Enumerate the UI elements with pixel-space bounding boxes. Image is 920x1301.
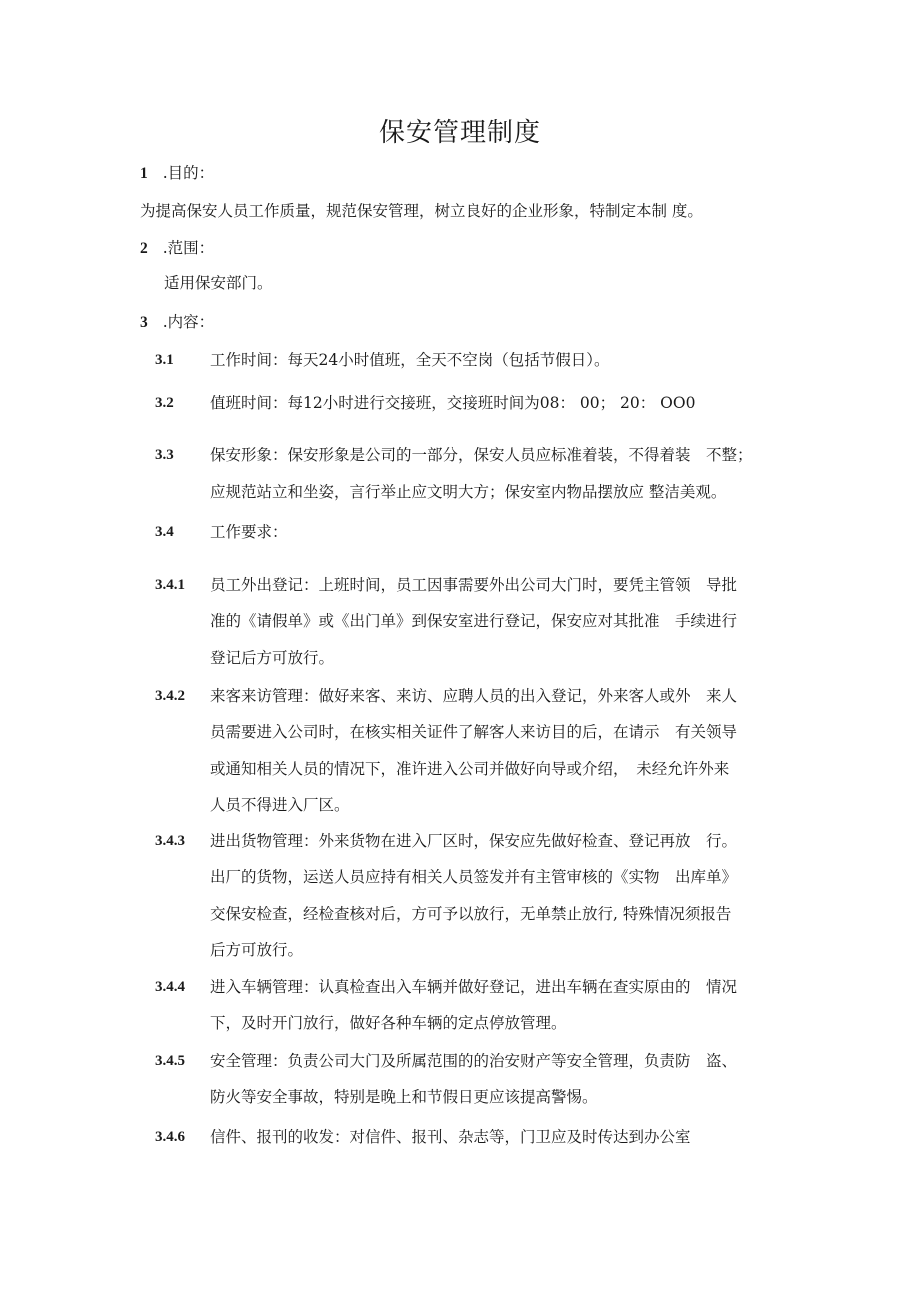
item-3-4-5-line-2: 防火等安全事故，特别是晚上和节假日更应该提高警惕。 xyxy=(210,1088,598,1106)
item-3-4-1-line-1: 员工外出登记：上班时间，员工因事需要外出公司大门时，要凭主管领 导批 xyxy=(210,576,738,594)
item-3-3-number: 3.3 xyxy=(155,447,174,463)
item-3-4-1-line-2: 准的《请假单》或《出门单》到保安室进行登记，保安应对其批准 手续进行 xyxy=(210,612,738,630)
item-3-4-3-number: 3.4.3 xyxy=(155,833,185,849)
item-3-4-2-line-3: 或通知相关人员的情况下，准许进入公司并做好向导或介绍， 未经允许外来 xyxy=(210,760,730,778)
item-3-4-2-line-1: 来客来访管理：做好来客、来访、应聘人员的出入登记，外来客人或外 来人 xyxy=(210,687,738,705)
item-3-4-6-text: 信件、报刊的收发：对信件、报刊、杂志等，门卫应及时传达到办公室 xyxy=(210,1128,691,1146)
item-3-4-2-line-2: 员需要进入公司时，在核实相关证件了解客人来访目的后，在请示 有关领导 xyxy=(210,723,738,741)
item-3-1-number: 3.1 xyxy=(155,352,174,368)
item-3-4-5-number: 3.4.5 xyxy=(155,1053,185,1069)
item-3-4-5-line-1: 安全管理：负责公司大门及所属范围的的治安财产等安全管理，负责防 盗、 xyxy=(210,1052,738,1070)
item-3-4-3-line-2: 出厂的货物，运送人员应持有相关人员签发并有主管审核的《实物 出库单》 xyxy=(210,868,738,886)
section-2-label: .范围： xyxy=(162,239,215,257)
item-3-2-number: 3.2 xyxy=(155,395,174,411)
document-title: 保安管理制度 xyxy=(378,118,541,148)
item-3-4-text: 工作要求： xyxy=(210,523,288,541)
item-3-4-2-line-4: 人员不得进入厂区。 xyxy=(210,796,350,814)
item-3-4-3-line-3: 交保安检查，经检查核对后，方可予以放行，无单禁止放行, 特殊情况须报告 xyxy=(210,905,732,923)
section-3-label: .内容： xyxy=(162,313,215,331)
section-2-heading xyxy=(140,238,214,259)
section-2-number: 2 xyxy=(140,240,148,257)
item-3-4-3-line-1: 进出货物管理：外来货物在进入厂区时，保安应先做好检查、登记再放 行。 xyxy=(210,832,738,850)
section-1-text: 为提高保安人员工作质量，规范保安管理，树立良好的企业形象，特制定本制 度。 xyxy=(140,202,703,220)
section-3-heading xyxy=(140,312,214,333)
item-3-4-4-line-1: 进入车辆管理：认真检查出入车辆并做好登记，进出车辆在查实原由的 情况 xyxy=(210,978,738,996)
item-3-3-line-1: 保安形象：保安形象是公司的一部分，保安人员应标准着装，不得着装 不整； xyxy=(210,446,753,464)
item-3-4-2-number: 3.4.2 xyxy=(155,688,185,704)
item-3-4-3-line-4: 后方可放行。 xyxy=(210,941,304,959)
section-2-text: 适用保安部门。 xyxy=(164,274,273,292)
item-3-1-text: 工作时间：每天24小时值班，全天不空岗（包括节假日）。 xyxy=(210,351,610,369)
item-3-4-4-number: 3.4.4 xyxy=(155,979,185,995)
item-3-2-text: 值班时间：每12小时进行交接班，交接班时间为08： 00； 20： OO0 xyxy=(210,394,696,412)
section-1-number: 1 xyxy=(140,165,148,182)
section-1-heading xyxy=(140,163,214,184)
section-1-label: .目的： xyxy=(162,164,215,182)
item-3-4-1-line-3: 登记后方可放行。 xyxy=(210,649,335,667)
item-3-4-4-line-2: 下，及时开门放行，做好各种车辆的定点停放管理。 xyxy=(210,1014,567,1032)
item-3-4-1-number: 3.4.1 xyxy=(155,577,185,593)
section-3-number: 3 xyxy=(140,314,148,331)
item-3-4-number: 3.4 xyxy=(155,524,174,540)
item-3-3-line-2: 应规范站立和坐姿，言行举止应文明大方；保安室内物品摆放应 整洁美观。 xyxy=(210,483,727,501)
item-3-4-6-number: 3.4.6 xyxy=(155,1129,185,1145)
